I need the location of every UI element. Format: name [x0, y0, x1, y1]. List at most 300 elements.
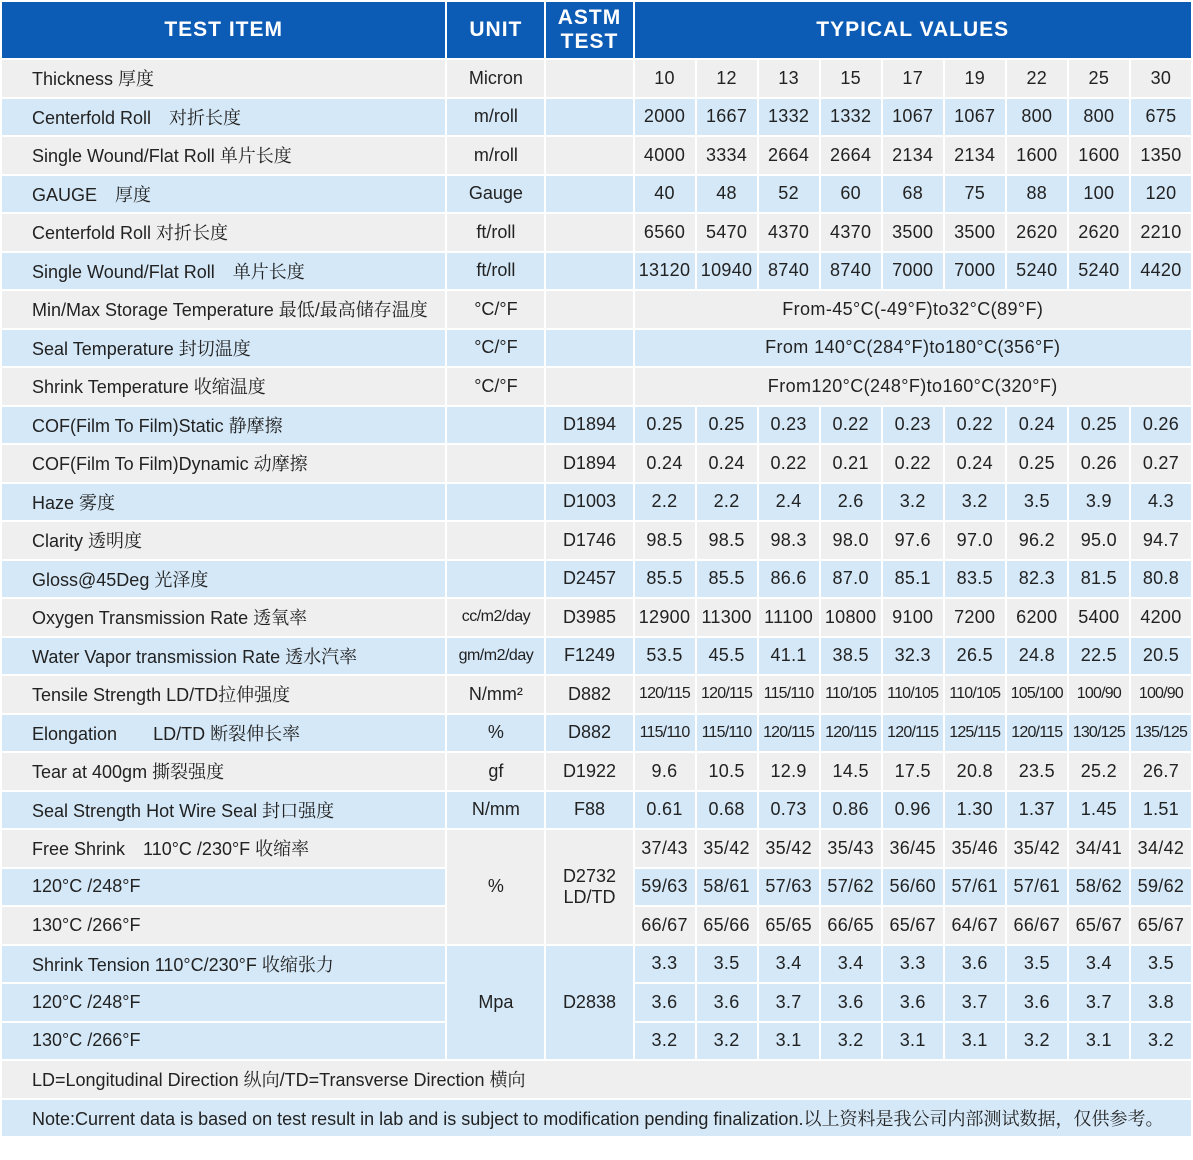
value-cell: 19: [945, 60, 1005, 97]
value-cell: 0.26: [1069, 445, 1129, 482]
value-cell: 56/60: [883, 869, 943, 906]
astm-cell: F1249: [546, 638, 632, 675]
value-cell: 65/66: [697, 907, 757, 944]
unit-cell: m/roll: [447, 137, 544, 174]
value-cell: 4420: [1131, 253, 1191, 290]
test-item-label: 120°C /248°F: [2, 869, 445, 906]
unit-cell: m/roll: [447, 99, 544, 136]
value-cell: 88: [1007, 176, 1067, 213]
value-cell: 0.26: [1131, 407, 1191, 444]
value-cell: 52: [759, 176, 819, 213]
value-cell: 120: [1131, 176, 1191, 213]
value-cell: 3.1: [883, 1023, 943, 1060]
value-cell: 35/43: [821, 830, 881, 867]
value-cell: 17: [883, 60, 943, 97]
value-cell: 0.25: [1069, 407, 1129, 444]
astm-cell: [546, 214, 632, 251]
value-cell: 0.73: [759, 792, 819, 829]
table-row: [2, 638, 1191, 675]
unit-cell: gf: [447, 753, 544, 790]
value-cell: 87.0: [821, 561, 881, 598]
value-cell: 0.61: [635, 792, 695, 829]
astm-cell: [546, 830, 632, 944]
test-item-label: Min/Max Storage Temperature 最低/最高储存温度: [2, 291, 445, 328]
test-item-label: Water Vapor transmission Rate 透水汽率: [2, 638, 445, 675]
astm-cell: D882: [546, 715, 632, 752]
unit-cell: N/mm²: [447, 676, 544, 713]
value-cell: 34/41: [1069, 830, 1129, 867]
value-cell: 3.2: [1131, 1023, 1191, 1060]
value-cell: 6560: [635, 214, 695, 251]
test-item-label: COF(Film To Film)Static 静摩擦: [2, 407, 445, 444]
table-row: [2, 676, 1191, 713]
value-cell: 120/115: [821, 715, 881, 752]
value-cell: 66/67: [635, 907, 695, 944]
value-cell: 4000: [635, 137, 695, 174]
value-cell: 5400: [1069, 599, 1129, 636]
test-item-label: Tear at 400gm 撕裂强度: [2, 753, 445, 790]
value-cell: 85.5: [635, 561, 695, 598]
test-item-label: Seal Strength Hot Wire Seal 封口强度: [2, 792, 445, 829]
value-cell: 20.8: [945, 753, 1005, 790]
value-cell: 98.0: [821, 522, 881, 559]
value-cell: 57/61: [945, 869, 1005, 906]
value-cell: 81.5: [1069, 561, 1129, 598]
astm-cell: D3985: [546, 599, 632, 636]
value-cell: 85.1: [883, 561, 943, 598]
unit-cell: ft/roll: [447, 214, 544, 251]
value-cell: 9100: [883, 599, 943, 636]
value-cell: 1332: [821, 99, 881, 136]
value-cell: 65/67: [1069, 907, 1129, 944]
value-cell: 98.5: [697, 522, 757, 559]
value-cell: 1.45: [1069, 792, 1129, 829]
astm-cell: [546, 99, 632, 136]
value-cell: 36/45: [883, 830, 943, 867]
value-cell: 97.6: [883, 522, 943, 559]
value-cell: 110/105: [945, 676, 1005, 713]
test-item-label: Seal Temperature 封切温度: [2, 330, 445, 367]
value-cell: 110/105: [883, 676, 943, 713]
astm-cell: D1922: [546, 753, 632, 790]
test-item-label: Centerfold Roll 对折长度: [2, 214, 445, 251]
value-cell: 1067: [945, 99, 1005, 136]
test-item-label: Centerfold Roll 对折长度: [2, 99, 445, 136]
value-cell: 65/65: [759, 907, 819, 944]
table-row: [2, 176, 1191, 213]
test-item-label: Free Shrink 110°C /230°F 收缩率: [2, 830, 445, 867]
value-cell: 12900: [635, 599, 695, 636]
table-row: [2, 368, 1191, 405]
astm-code: D2732: [562, 865, 616, 886]
astm-cell: D882: [546, 676, 632, 713]
value-cell: 100/90: [1069, 676, 1129, 713]
value-cell: 120/115: [759, 715, 819, 752]
value-cell: 12.9: [759, 753, 819, 790]
unit-cell: [447, 445, 544, 482]
value-cell: 675: [1131, 99, 1191, 136]
value-cell: 35/46: [945, 830, 1005, 867]
astm-cell: [546, 60, 632, 97]
value-cell: 13120: [635, 253, 695, 290]
note-row: [2, 1100, 1191, 1137]
value-cell: 0.27: [1131, 445, 1191, 482]
table-row: [2, 484, 1191, 521]
table-row: [2, 137, 1191, 174]
value-cell: 59/63: [635, 869, 695, 906]
value-cell: 4200: [1131, 599, 1191, 636]
value-cell: 3.4: [821, 946, 881, 983]
value-cell: 3.1: [945, 1023, 1005, 1060]
unit-cell: [447, 522, 544, 559]
value-range-cell: From 140°C(284°F)to180°C(356°F): [635, 330, 1192, 367]
value-cell: 22.5: [1069, 638, 1129, 675]
unit-cell: °C/°F: [447, 368, 544, 405]
footnote: LD=Longitudinal Direction 纵向/TD=Transverse Direction 横向: [2, 1061, 1191, 1098]
unit-cell: %: [447, 830, 544, 944]
unit-cell: [447, 484, 544, 521]
astm-cell: D1894: [546, 407, 632, 444]
value-cell: 2134: [945, 137, 1005, 174]
value-cell: 66/65: [821, 907, 881, 944]
value-cell: 3.5: [697, 946, 757, 983]
value-cell: 38.5: [821, 638, 881, 675]
value-cell: 35/42: [759, 830, 819, 867]
value-cell: 3.7: [759, 984, 819, 1021]
value-cell: 10: [635, 60, 695, 97]
value-cell: 24.8: [1007, 638, 1067, 675]
value-cell: 25: [1069, 60, 1129, 97]
value-cell: 57/63: [759, 869, 819, 906]
astm-cell: D2838: [546, 946, 632, 1060]
value-cell: 11100: [759, 599, 819, 636]
table-row: [2, 830, 1191, 867]
value-cell: 60: [821, 176, 881, 213]
table-row: [2, 99, 1191, 136]
value-cell: 105/100: [1007, 676, 1067, 713]
value-cell: 2.6: [821, 484, 881, 521]
unit-cell: ft/roll: [447, 253, 544, 290]
value-cell: 9.6: [635, 753, 695, 790]
value-cell: 23.5: [1007, 753, 1067, 790]
value-cell: 130/125: [1069, 715, 1129, 752]
value-cell: 3.1: [1069, 1023, 1129, 1060]
test-item-label: Gloss@45Deg 光泽度: [2, 561, 445, 598]
value-cell: 45.5: [697, 638, 757, 675]
value-cell: 3.5: [1007, 484, 1067, 521]
value-cell: 37/43: [635, 830, 695, 867]
value-cell: 65/67: [1131, 907, 1191, 944]
value-range-cell: From120°C(248°F)to160°C(320°F): [635, 368, 1192, 405]
test-item-label: Elongation LD/TD 断裂伸长率: [2, 715, 445, 752]
value-cell: 98.5: [635, 522, 695, 559]
astm-direction: LD/TD: [563, 886, 616, 907]
unit-cell: cc/m2/day: [447, 599, 544, 636]
value-cell: 1067: [883, 99, 943, 136]
unit-cell: °C/°F: [447, 291, 544, 328]
value-cell: 15: [821, 60, 881, 97]
value-cell: 4.3: [1131, 484, 1191, 521]
unit-cell: Gauge: [447, 176, 544, 213]
value-cell: 1.51: [1131, 792, 1191, 829]
astm-cell: D1894: [546, 445, 632, 482]
value-cell: 10940: [697, 253, 757, 290]
value-cell: 0.23: [883, 407, 943, 444]
value-cell: 800: [1069, 99, 1129, 136]
test-item-label: GAUGE 厚度: [2, 176, 445, 213]
value-cell: 0.22: [945, 407, 1005, 444]
footnote: Note:Current data is based on test result in lab and is subject to modification pending finalization.以上资料是我公司内部测试数据，仅供参考。: [2, 1100, 1191, 1137]
value-cell: 0.25: [1007, 445, 1067, 482]
value-cell: 3.2: [883, 484, 943, 521]
header-row: [2, 2, 1191, 58]
value-cell: 5470: [697, 214, 757, 251]
test-item-label: Thickness 厚度: [2, 60, 445, 97]
value-cell: 0.21: [821, 445, 881, 482]
value-cell: 3.6: [1007, 984, 1067, 1021]
astm-cell: [546, 137, 632, 174]
value-cell: 26.5: [945, 638, 1005, 675]
astm-cell: [546, 330, 632, 367]
value-cell: 3.6: [945, 946, 1005, 983]
value-cell: 115/110: [759, 676, 819, 713]
value-cell: 2620: [1069, 214, 1129, 251]
value-cell: 3.6: [821, 984, 881, 1021]
table-row: [2, 291, 1191, 328]
value-cell: 32.3: [883, 638, 943, 675]
header-test-item: TEST ITEM: [2, 2, 445, 58]
value-cell: 0.68: [697, 792, 757, 829]
table-row: [2, 214, 1191, 251]
value-cell: 5240: [1069, 253, 1129, 290]
value-cell: 5240: [1007, 253, 1067, 290]
value-cell: 0.23: [759, 407, 819, 444]
value-cell: 7000: [883, 253, 943, 290]
table-row: [2, 60, 1191, 97]
value-cell: 3.4: [1069, 946, 1129, 983]
astm-cell: [546, 176, 632, 213]
value-cell: 53.5: [635, 638, 695, 675]
unit-cell: Micron: [447, 60, 544, 97]
value-cell: 3.2: [1007, 1023, 1067, 1060]
value-cell: 2664: [759, 137, 819, 174]
value-cell: 58/61: [697, 869, 757, 906]
unit-cell: Mpa: [447, 946, 544, 1060]
value-cell: 34/42: [1131, 830, 1191, 867]
value-cell: 65/67: [883, 907, 943, 944]
test-item-label: 120°C /248°F: [2, 984, 445, 1021]
value-cell: 800: [1007, 99, 1067, 136]
value-cell: 0.86: [821, 792, 881, 829]
value-cell: 3.3: [883, 946, 943, 983]
table-row: [2, 599, 1191, 636]
header-astm-line1: ASTM: [557, 5, 622, 29]
value-cell: 2664: [821, 137, 881, 174]
value-cell: 7200: [945, 599, 1005, 636]
astm-cell: D1003: [546, 484, 632, 521]
value-cell: 66/67: [1007, 907, 1067, 944]
value-cell: 2.2: [697, 484, 757, 521]
value-cell: 98.3: [759, 522, 819, 559]
test-item-label: Clarity 透明度: [2, 522, 445, 559]
value-cell: 0.22: [883, 445, 943, 482]
value-cell: 3334: [697, 137, 757, 174]
value-cell: 2210: [1131, 214, 1191, 251]
unit-cell: gm/m2/day: [447, 638, 544, 675]
value-cell: 3.5: [1007, 946, 1067, 983]
table-row: [2, 253, 1191, 290]
value-cell: 75: [945, 176, 1005, 213]
value-cell: 3.6: [883, 984, 943, 1021]
unit-cell: [447, 561, 544, 598]
value-cell: 3.2: [821, 1023, 881, 1060]
header-astm: [546, 2, 632, 58]
header-typical-values: TYPICAL VALUES: [635, 2, 1192, 58]
test-item-label: 130°C /266°F: [2, 907, 445, 944]
value-cell: 115/110: [635, 715, 695, 752]
value-cell: 100/90: [1131, 676, 1191, 713]
test-item-label: Single Wound/Flat Roll 单片长度: [2, 253, 445, 290]
value-cell: 0.24: [697, 445, 757, 482]
test-item-label: Shrink Tension 110°C/230°F 收缩张力: [2, 946, 445, 983]
value-cell: 40: [635, 176, 695, 213]
unit-cell: °C/°F: [447, 330, 544, 367]
value-cell: 0.24: [1007, 407, 1067, 444]
value-cell: 1667: [697, 99, 757, 136]
value-cell: 1.37: [1007, 792, 1067, 829]
value-cell: 3.2: [697, 1023, 757, 1060]
value-cell: 13: [759, 60, 819, 97]
value-cell: 41.1: [759, 638, 819, 675]
value-cell: 26.7: [1131, 753, 1191, 790]
value-cell: 120/115: [697, 676, 757, 713]
value-cell: 8740: [759, 253, 819, 290]
value-cell: 1.30: [945, 792, 1005, 829]
test-item-label: Oxygen Transmission Rate 透氧率: [2, 599, 445, 636]
value-cell: 0.22: [821, 407, 881, 444]
table-row: [2, 330, 1191, 367]
value-cell: 83.5: [945, 561, 1005, 598]
value-cell: 3.6: [697, 984, 757, 1021]
value-cell: 85.5: [697, 561, 757, 598]
value-cell: 97.0: [945, 522, 1005, 559]
value-cell: 64/67: [945, 907, 1005, 944]
value-cell: 3.4: [759, 946, 819, 983]
value-cell: 2134: [883, 137, 943, 174]
value-cell: 3.2: [635, 1023, 695, 1060]
value-cell: 0.24: [945, 445, 1005, 482]
value-cell: 3.2: [945, 484, 1005, 521]
value-cell: 0.96: [883, 792, 943, 829]
table-row: [2, 561, 1191, 598]
value-cell: 120/115: [883, 715, 943, 752]
value-range-cell: From-45°C(-49°F)to32°C(89°F): [635, 291, 1192, 328]
value-cell: 95.0: [1069, 522, 1129, 559]
value-cell: 1600: [1069, 137, 1129, 174]
astm-cell: [546, 253, 632, 290]
table-row: [2, 522, 1191, 559]
value-cell: 0.24: [635, 445, 695, 482]
value-cell: 96.2: [1007, 522, 1067, 559]
astm-cell: F88: [546, 792, 632, 829]
value-cell: 82.3: [1007, 561, 1067, 598]
value-cell: 2620: [1007, 214, 1067, 251]
value-cell: 86.6: [759, 561, 819, 598]
unit-cell: %: [447, 715, 544, 752]
value-cell: 68: [883, 176, 943, 213]
test-item-label: 130°C /266°F: [2, 1023, 445, 1060]
value-cell: 4370: [821, 214, 881, 251]
unit-cell: N/mm: [447, 792, 544, 829]
value-cell: 14.5: [821, 753, 881, 790]
value-cell: 17.5: [883, 753, 943, 790]
value-cell: 4370: [759, 214, 819, 251]
value-cell: 57/61: [1007, 869, 1067, 906]
value-cell: 120/115: [635, 676, 695, 713]
value-cell: 7000: [945, 253, 1005, 290]
value-cell: 1332: [759, 99, 819, 136]
value-cell: 48: [697, 176, 757, 213]
value-cell: 3.3: [635, 946, 695, 983]
unit-cell: [447, 407, 544, 444]
value-cell: 10.5: [697, 753, 757, 790]
value-cell: 12: [697, 60, 757, 97]
value-cell: 20.5: [1131, 638, 1191, 675]
value-cell: 25.2: [1069, 753, 1129, 790]
value-cell: 110/105: [821, 676, 881, 713]
value-cell: 0.22: [759, 445, 819, 482]
value-cell: 3.1: [759, 1023, 819, 1060]
test-item-label: COF(Film To Film)Dynamic 动摩擦: [2, 445, 445, 482]
value-cell: 2.2: [635, 484, 695, 521]
table-row: [2, 946, 1191, 983]
table-row: [2, 792, 1191, 829]
value-cell: 0.25: [635, 407, 695, 444]
test-item-label: Shrink Temperature 收缩温度: [2, 368, 445, 405]
astm-cell: D2457: [546, 561, 632, 598]
header-unit: UNIT: [447, 2, 544, 58]
value-cell: 30: [1131, 60, 1191, 97]
value-cell: 2.4: [759, 484, 819, 521]
value-cell: 22: [1007, 60, 1067, 97]
value-cell: 59/62: [1131, 869, 1191, 906]
test-item-label: Haze 雾度: [2, 484, 445, 521]
value-cell: 3500: [945, 214, 1005, 251]
value-cell: 3.8: [1131, 984, 1191, 1021]
value-cell: 0.25: [697, 407, 757, 444]
value-cell: 35/42: [1007, 830, 1067, 867]
value-cell: 3.5: [1131, 946, 1191, 983]
table-row: [2, 753, 1191, 790]
value-cell: 58/62: [1069, 869, 1129, 906]
value-cell: 125/115: [945, 715, 1005, 752]
value-cell: 100: [1069, 176, 1129, 213]
value-cell: 3.9: [1069, 484, 1129, 521]
value-cell: 1600: [1007, 137, 1067, 174]
test-item-label: Tensile Strength LD/TD拉伸强度: [2, 676, 445, 713]
value-cell: 10800: [821, 599, 881, 636]
value-cell: 115/110: [697, 715, 757, 752]
test-item-label: Single Wound/Flat Roll 单片长度: [2, 137, 445, 174]
value-cell: 3.6: [635, 984, 695, 1021]
value-cell: 8740: [821, 253, 881, 290]
value-cell: 3.7: [945, 984, 1005, 1021]
value-cell: 6200: [1007, 599, 1067, 636]
note-row: [2, 1061, 1191, 1098]
value-cell: 3500: [883, 214, 943, 251]
value-cell: 120/115: [1007, 715, 1067, 752]
astm-cell: D1746: [546, 522, 632, 559]
